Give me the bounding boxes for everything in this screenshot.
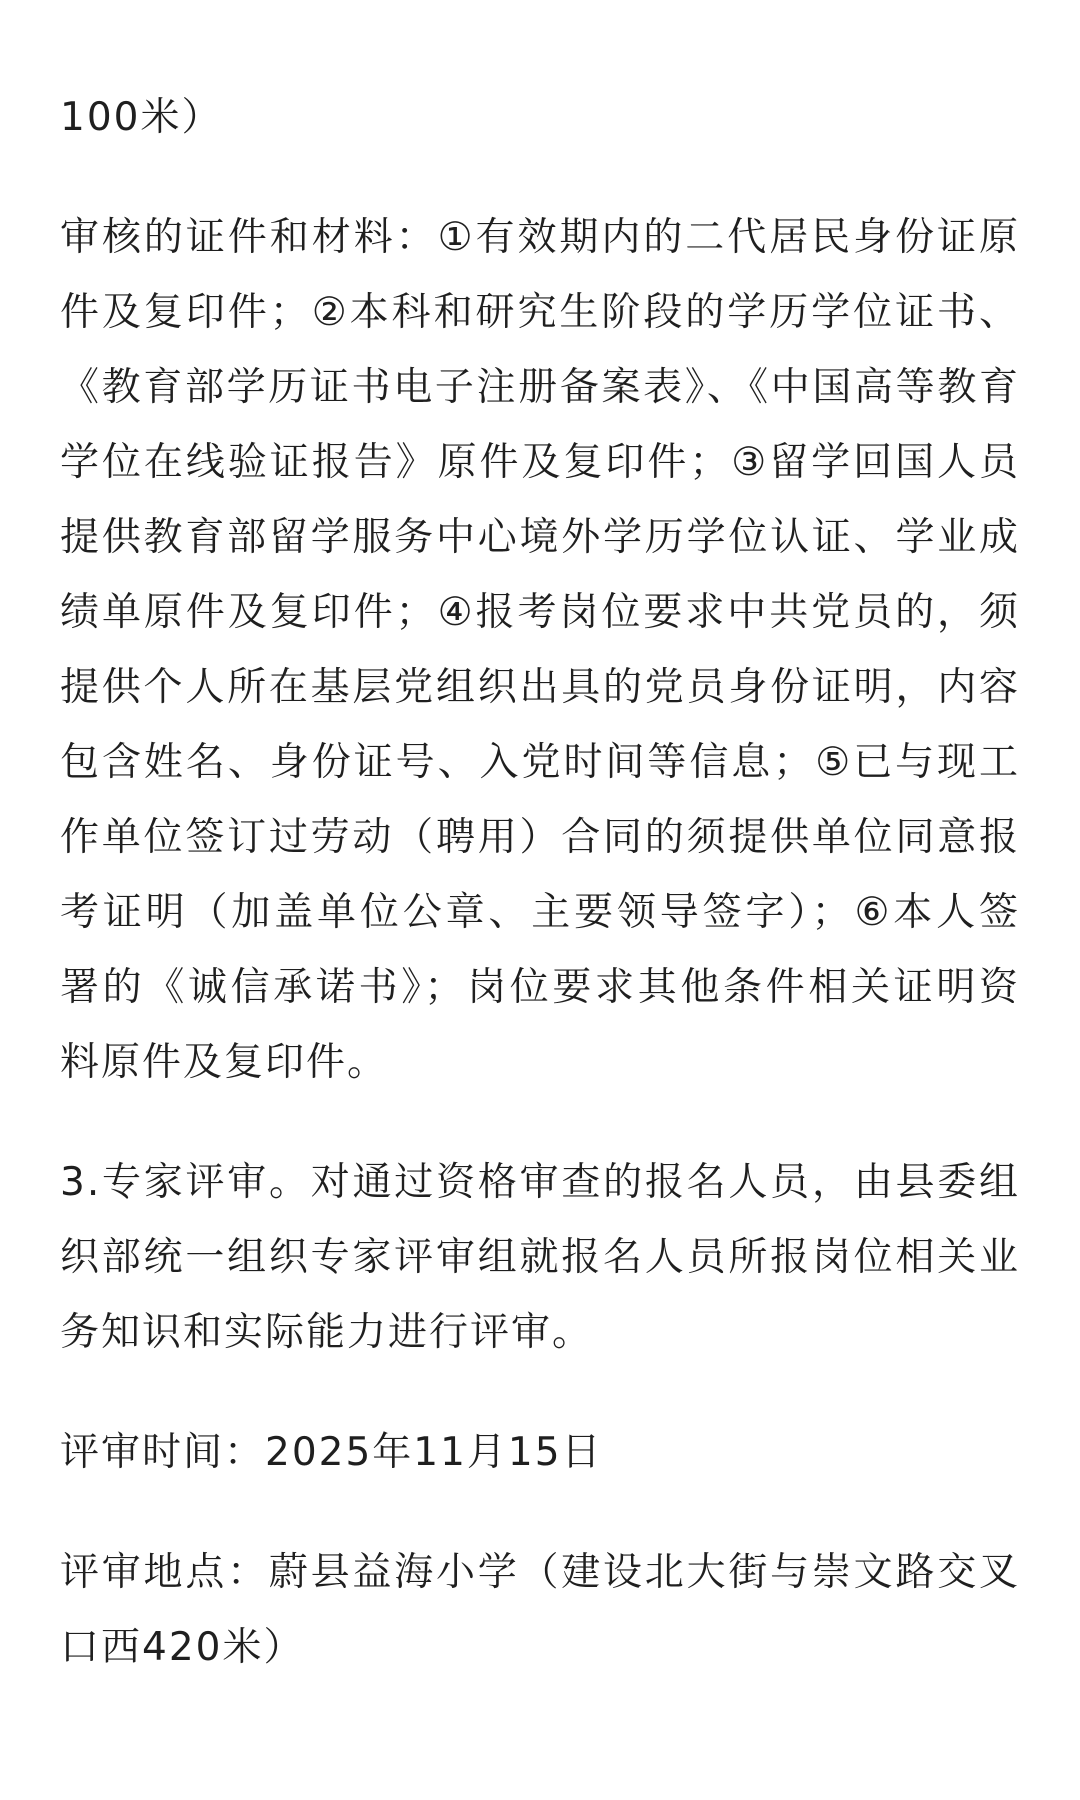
paragraph-address-tail: 100米） bbox=[60, 95, 223, 140]
paragraph-review-location: 评审地点：蔚县益海小学（建设北大街与崇文路交叉口西420米） bbox=[60, 1550, 1020, 1670]
paragraph-expert-review: 3.专家评审。对通过资格审查的报名人员，由县委组织部统一组织专家评审组就报名人员所报岗位相关业务知识和实际能力进行评审。 bbox=[60, 1160, 1020, 1355]
paragraph-review-time: 评审时间：2025年11月15日 bbox=[60, 1430, 603, 1475]
article-body bbox=[60, 80, 1020, 1685]
paragraph-review-documents: 审核的证件和材料：①有效期内的二代居民身份证原件及复印件；②本科和研究生阶段的学历学位证书、《教育部学历证书电子注册备案表》、《中国高等教育学位在线验证报告》原件及复印件；③留学回国人员提供教育部留学服务中心境外学历学位认证、学业成绩单原件及复印件；④报考岗位要求中共党员的，须提供个人所在基层党组织出具的党员身份证明，内容包含姓名、身份证号、入党时间等信息；⑤已与现工作单位签订过劳动（聘用）合同的须提供单位同意报考证明（加盖单位公章、主要领导签字）；⑥本人签署的《诚信承诺书》；岗位要求其他条件相关证明资料原件及复印件。 bbox=[60, 215, 1020, 1085]
